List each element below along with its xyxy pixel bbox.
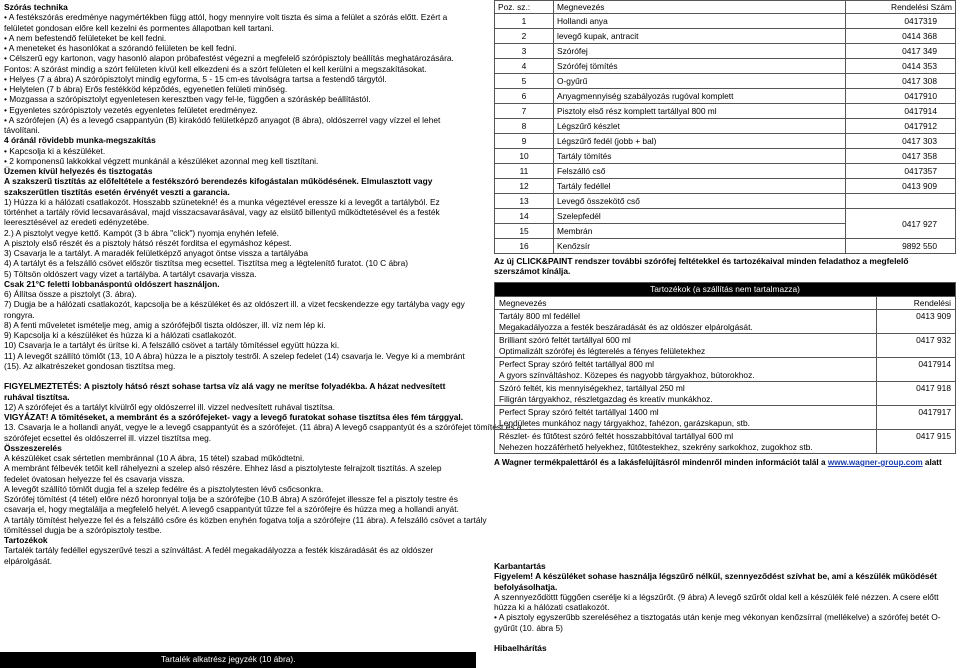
table-row: [495, 164, 956, 179]
text-line: 13. Csavarja le a hollandi anyát, vegye le a levegő csappantyút és a szórófejet. (11 ábra) A levegő csappantyút és a szórófejet tömítést és a: [4, 422, 522, 433]
order-code: 0417 358: [846, 149, 956, 164]
text-line: A szakszerű tisztítás az előfeltétele a festékszóró berendezés kifogástalan működésének. Elmulasztott vagy: [4, 176, 433, 187]
text-line: • A nem befestendő felületeket be kell fedni.: [4, 32, 167, 43]
column-header: Poz. sz.:: [495, 1, 554, 14]
order-code: 0414 353: [846, 59, 956, 74]
text-line: • Kapcsolja ki a készüléket.: [4, 145, 106, 156]
accessory-line: Perfect Spray szóró feltét tartállyal 800 ml: [499, 359, 655, 369]
accessory-description: [495, 310, 877, 334]
text-line: befolyásolhatja.: [494, 581, 558, 592]
text-line: 6) Állítsa össze a pisztolyt (3. ábra).: [4, 289, 137, 299]
part-name: Tartály tömítés: [554, 149, 846, 164]
accessory-row: [495, 382, 956, 406]
accessory-row: [495, 358, 956, 382]
part-name: Légszűrő készlet: [554, 119, 846, 134]
order-code: 0417 918: [877, 382, 956, 406]
accessory-row: [495, 334, 956, 358]
text-line: 11) A levegőt szállító tömlőt (13, 10 A ábra) húzza le a pisztoly testről. A szelep fedelet (14) csavarja le. Vegye ki a membránt: [4, 350, 465, 361]
text-line: tömítéssel dugja be a szórópisztoly testbe.: [4, 524, 162, 535]
text-line: • Helytelen (7 b ábra) Erős festékköd képződés, egyenetlen felületi minőség.: [4, 84, 288, 94]
part-number: 6: [495, 89, 554, 104]
accessory-description: [495, 406, 877, 430]
table-row: [495, 44, 956, 59]
text-line: A szennyeződöttt függően cserélje ki a légszűrőt. (9 ábra) A levegő szűrőt oldal kell a készülék felé nézzen. A csere előtt: [494, 591, 939, 602]
text-line: Fontos: A szórást mindig a szórt felületen kívül kell elkezdeni és a szórt felületen el kell kerülni a megszakításokat.: [4, 63, 427, 74]
text-line: A készüléket csak sértetlen membránnal (10 A ábra, 15 tétel) szabad működtetni.: [4, 453, 305, 463]
part-number: 8: [495, 119, 554, 134]
text-line: • Célszerű egy kartonon, vagy hasonló alapon próbafestést végezni a megfelelő szórópisztoly beállítás meghatározására.: [4, 53, 454, 64]
text-line: 2.) A pisztolyt vegye kettő. Kampót (3 b ábra "click") nyomja enyhén lefelé.: [4, 227, 280, 238]
table-row: [495, 119, 956, 134]
text-line: ruhával tisztítsa.: [4, 391, 70, 402]
order-code: [846, 194, 956, 209]
order-code: 0417 932: [877, 334, 956, 358]
part-name: Szelepfedél: [554, 209, 846, 224]
text-line: fedelet óvatosan helyezze fel és csavarja vissza.: [4, 473, 185, 484]
text-line: történhet a tartály rövid lecsavarásával, majd visszacsavarásával, vagy az elsütő billentyű működtetésével és a festék: [4, 207, 440, 217]
accessories-caption: Tartozékok (a szállítás nem tartalmazza): [495, 283, 956, 297]
accessory-row: [495, 310, 956, 334]
part-name: levegő kupak, antracit: [554, 29, 846, 44]
text-line: felületet gondosan előre kell kezelni és pormentes állapotban kell tartani.: [4, 22, 274, 33]
part-number: 16: [495, 239, 554, 254]
accessory-description: [495, 358, 877, 382]
part-name: O-gyűrű: [554, 74, 846, 89]
text-line: • A festékszórás eredménye nagymértékben függ attól, hogy mennyire volt tiszta és sima a felület a szórás előtt. Ezért a: [4, 12, 448, 23]
text-line: • A pisztoly egyszerűbb szereléséhez a tisztogatás után kenje meg vékonyan kenőzsírral (mellékelve) a szórófej betét O-: [494, 612, 941, 623]
text-line: leeresztésével az eredeti edényzetébe.: [4, 217, 150, 228]
text-line: FIGYELMEZTETÉS: A pisztoly hátsó részt sohase tartsa víz alá vagy ne merítse folyadékba. A házat nedvesített: [4, 381, 446, 392]
text-line: 10) Csavarja le a tartályt és ürítse ki. A felszálló csövet a tartály tömítéssel együtt húzza ki.: [4, 340, 340, 351]
text-line: gyűrűt (10. ábra 5): [494, 622, 563, 633]
accessory-row: [495, 406, 956, 430]
text-line: húzza ki a hálózati csatlakozót.: [494, 602, 610, 612]
website-link[interactable]: www.wagner-group.com: [827, 458, 923, 467]
order-code: 0417 915: [877, 430, 956, 454]
table-header-row: [495, 1, 956, 14]
part-name: Szórófej: [554, 44, 846, 59]
text-line: Karbantartás: [494, 561, 546, 571]
part-name: Pisztoly első rész komplett tartállyal 800 ml: [554, 104, 846, 119]
text-line: A membránt félbevék tetőit kell ráhelyezni a szelep alsó részére. Ehhez lásd a pisztolyteste felrajzolt tisztítás. A szelep: [4, 463, 442, 474]
order-code: 0417319: [846, 14, 956, 29]
order-code: 0417 308: [846, 74, 956, 89]
order-code: 0417357: [846, 164, 956, 179]
column-header: Megnevezés: [554, 1, 846, 14]
text-line: távolítani.: [4, 125, 40, 135]
accessories-table: [494, 282, 956, 454]
text-line: (15). Az alkatrészeket gondosan tisztítsa meg.: [4, 360, 176, 371]
part-number: 7: [495, 104, 554, 119]
order-code: 0413 909: [877, 310, 956, 334]
order-code: 0417 349: [846, 44, 956, 59]
table-row: [495, 29, 956, 44]
order-code: 9892 550: [846, 239, 956, 254]
text-line: Üzemen kívül helyezés és tisztogatás: [4, 166, 153, 176]
text-line: A pisztoly első részét és a pisztoly hátsó részét forditsa el egymáshoz képest.: [4, 237, 292, 248]
text-line: • 2 komponensű lakkokkal végzett munkánál a készüléket azonnal meg kell tisztítani.: [4, 155, 319, 166]
order-code: 0417914: [846, 104, 956, 119]
accessory-line: Perfect Spray szóró feltét tartállyal 1400 ml: [499, 407, 659, 417]
part-number: 14: [495, 209, 554, 224]
part-name: Légszűrő fedél (jobb + bal): [554, 134, 846, 149]
text-line: • A meneteket és hasonlókat a szórandó felületen be kell fedni.: [4, 43, 237, 53]
accessory-description: [495, 382, 877, 406]
text-line: [494, 633, 956, 643]
text-line: 12) A szórófejet és a tartályt kívülről egy oldószerrel ill. vizzel nedvesített ruhával tisztítsa.: [4, 401, 335, 412]
part-number: 1: [495, 14, 554, 29]
text-line: 4 óránál rövidebb munka-megszakítás: [4, 135, 156, 146]
order-code: 0414 368: [846, 29, 956, 44]
table-row: [495, 104, 956, 119]
order-code: 0417917: [877, 406, 956, 430]
table-row: [495, 14, 956, 29]
table-row: [495, 74, 956, 89]
table-header-row: [495, 297, 956, 310]
text-line: Tartozékok: [4, 535, 48, 545]
text-line: 8) A fenti műveletet ismételje meg, amig a szórófejből tiszta oldószer, ill. víz nem lép ki.: [4, 319, 326, 330]
text-line: [4, 371, 476, 381]
text-line: A levegőt szállító tömlőt dugja fel a szelep fedélre és a pisztolytesten lévő csőcsonkra.: [4, 483, 324, 494]
part-name: Felszálló cső: [554, 164, 846, 179]
part-number: 12: [495, 179, 554, 194]
text-line: • Egyenletes szórópisztoly vezetés egyenletes felületet eredményez.: [4, 104, 258, 115]
table-row: [495, 59, 956, 74]
order-code: 0417 303: [846, 134, 956, 149]
accessory-line: A gyors színváltáshoz. Közepes és nagyobb tárgyakhoz, bútorokhoz.: [499, 369, 755, 380]
website-text: A Wagner termékpalettáról és a lakásfelújításról mindenről minden információt talál a: [494, 458, 826, 467]
order-code: 0417 927: [846, 209, 956, 239]
text-line: rongyra.: [4, 309, 35, 320]
accessory-line: Részlet- és fűtőtest szóró feltét hosszabbítóval tartállyal 600 ml: [499, 431, 734, 441]
part-number: 10: [495, 149, 554, 164]
part-number: 15: [495, 224, 554, 239]
column-header: Rendelési Szám: [846, 1, 956, 14]
part-name: Anyagmennyiség szabályozás rugóval komplett: [554, 89, 846, 104]
footer-bar: [0, 652, 476, 668]
order-code: 0417910: [846, 89, 956, 104]
text-line: 1) Húzza ki a hálózati csatlakozót. Hosszabb szünetekné! és a munka végeztével eressze ki a levegőt a tartályból. Ez: [4, 196, 440, 207]
text-line: 3) Csavarja le a tartályt. A maradék felületképző anyagot öntse vissza a tartályába: [4, 248, 308, 258]
part-number: 2: [495, 29, 554, 44]
parts-column: [494, 0, 956, 467]
text-line: elpárolgását.: [4, 555, 52, 566]
part-name: Membrán: [554, 224, 846, 239]
part-number: 13: [495, 194, 554, 209]
table-row: [495, 134, 956, 149]
order-code: 0417914: [877, 358, 956, 382]
text-line: A tartály tömítést helyezze fel és a felszálló csőre és közben enyhén fogatva tolja a szórófejre (11 ábra). A felszálló csövet a tartály: [4, 514, 487, 525]
text-line: Figyelem! A készüléket sohase használja légszűrő nélkül, szennyeződést szívhat be, ami a készülék működését: [494, 571, 937, 582]
text-line: szórófejet ecsettel és oldószerrel ill. vizzel tisztítsa meg.: [4, 432, 212, 443]
accessory-description: [495, 430, 877, 454]
text-line: Csak 21°C feletti lobbanáspontú oldószert használjon.: [4, 278, 220, 289]
part-name: Hollandi anya: [554, 14, 846, 29]
order-code: 0413 909: [846, 179, 956, 194]
accessory-line: Szóró feltét, kis mennyiségekhez, tartállyal 250 ml: [499, 383, 685, 393]
text-line: • Helyes (7 a ábra) A szórópisztolyt mindig egyforma, 5 - 15 cm-es távolságra tartsa a festendő tárgytól.: [4, 73, 387, 84]
accessory-line: Tartály 800 ml fedéllel: [499, 311, 580, 321]
click-paint-note: Az új CLICK&PAINT rendszer további szórófej feltétekkel és tartozékaival minden feladathoz a megfelelő szerszámot kínálja.: [494, 256, 909, 276]
table-row: [495, 149, 956, 164]
part-name: Kenőzsír: [554, 239, 846, 254]
maintenance-section: [494, 561, 956, 653]
part-name: Tartály fedéllel: [554, 179, 846, 194]
accessory-row: [495, 430, 956, 454]
website-note: [494, 458, 956, 467]
part-number: 5: [495, 74, 554, 89]
accessory-line: Filigrán tárgyakhoz, részletgazdag és kreatív munkákhoz.: [499, 393, 713, 404]
text-line: csavarja el, hogy megtalálja a megfelelő helyét. A levegő csappantyút tűzze fel a szórófejre és húzza meg a hollandi anyát.: [4, 504, 459, 515]
table-row: [495, 239, 956, 254]
text-line: Összeszerelés: [4, 442, 62, 453]
part-name: Levegő összekötő cső: [554, 194, 846, 209]
table-row: [495, 209, 956, 224]
part-name: Szórófej tömítés: [554, 59, 846, 74]
text-line: 9) Kapcsolja ki a készüléket és húzza ki a hálózati csatlakozót.: [4, 330, 237, 340]
accessory-line: Brilliant szóró feltét tartállyal 600 ml: [499, 335, 631, 345]
text-line: VIGYÁZAT! A tömitéseket, a membránt és a szórófejeket- vagy a levegő furatokat sohase tisztítsa éles fém tárggyal.: [4, 412, 464, 422]
accessory-line: Megakadályozza a festék beszáradását és az oldószer elpárolgását.: [499, 321, 753, 332]
text-line: Hibaelhárítás: [494, 643, 547, 653]
accessory-line: Lendületes munkához nagy tárgyakhoz, fahézon, garázskapun, stb.: [499, 417, 750, 428]
text-line: 7) Dugja be a hálózati csatlakozót, kapcsolja be a készüléket és az oldószert ill. a vizet fecskendezze egy tartályba vagy egy: [4, 299, 465, 310]
table-row: [495, 179, 956, 194]
accessory-line: Optimalizált szórófej és légterelés a fényes felületekhez: [499, 345, 706, 356]
text-line: szakszerűtlen tisztítás esetén érvényét veszti a garancia.: [4, 186, 230, 197]
part-number: 3: [495, 44, 554, 59]
text-line: Szórás technika: [4, 2, 68, 12]
text-line: • A szórófejen (A) és a levegő csappantyún (B) kirakódó felületképző anyagot (8 ábra), oldószerrel vagy vízzel el lehet: [4, 114, 441, 125]
text-line: 5) Töltsön oldószert vagy vizet a tartályba. A tartályt csavarja vissza.: [4, 268, 257, 279]
part-number: 9: [495, 134, 554, 149]
website-suffix: alatt: [922, 458, 942, 467]
text-line: Szórófej tömítést (4 tétel) előre néző horonnyal tolja be a szórófejbe (10.B ábra) A szórófejet illessze fel a pisztoly testre és: [4, 494, 458, 504]
column-header: Megnevezés: [495, 297, 877, 310]
footer-caption: Tartalék alkatrész jegyzék (10 ábra).: [161, 654, 296, 664]
table-row: [495, 194, 956, 209]
text-line: • Mozgassa a szórópisztolyt egyenletesen keresztben vagy fel-le, függően a szóráskép beállítástól.: [4, 94, 371, 105]
text-line: Tartalék tartály fedéllel egyszerűvé teszi a színváltást. A fedél megakadályozza a festék kiszáradását és az oldószer: [4, 545, 434, 556]
part-number: 11: [495, 164, 554, 179]
part-number: 4: [495, 59, 554, 74]
column-header: Rendelési: [877, 297, 956, 310]
table-row: [495, 89, 956, 104]
order-code: 0417912: [846, 119, 956, 134]
caption-row: [495, 283, 956, 297]
spare-parts-table: [494, 0, 956, 254]
accessory-line: Nehezen hozzáférhető helyekhez, fűtőtestekhez, szekrény sarkokhoz, zugokhoz stb.: [499, 441, 813, 452]
accessory-description: [495, 334, 877, 358]
text-line: 4) A tartályt és a felszálló csövet először tisztítsa meg ecsettel. Tisztítsa meg a légtelenítő furatot. (10 C ábra): [4, 258, 409, 269]
